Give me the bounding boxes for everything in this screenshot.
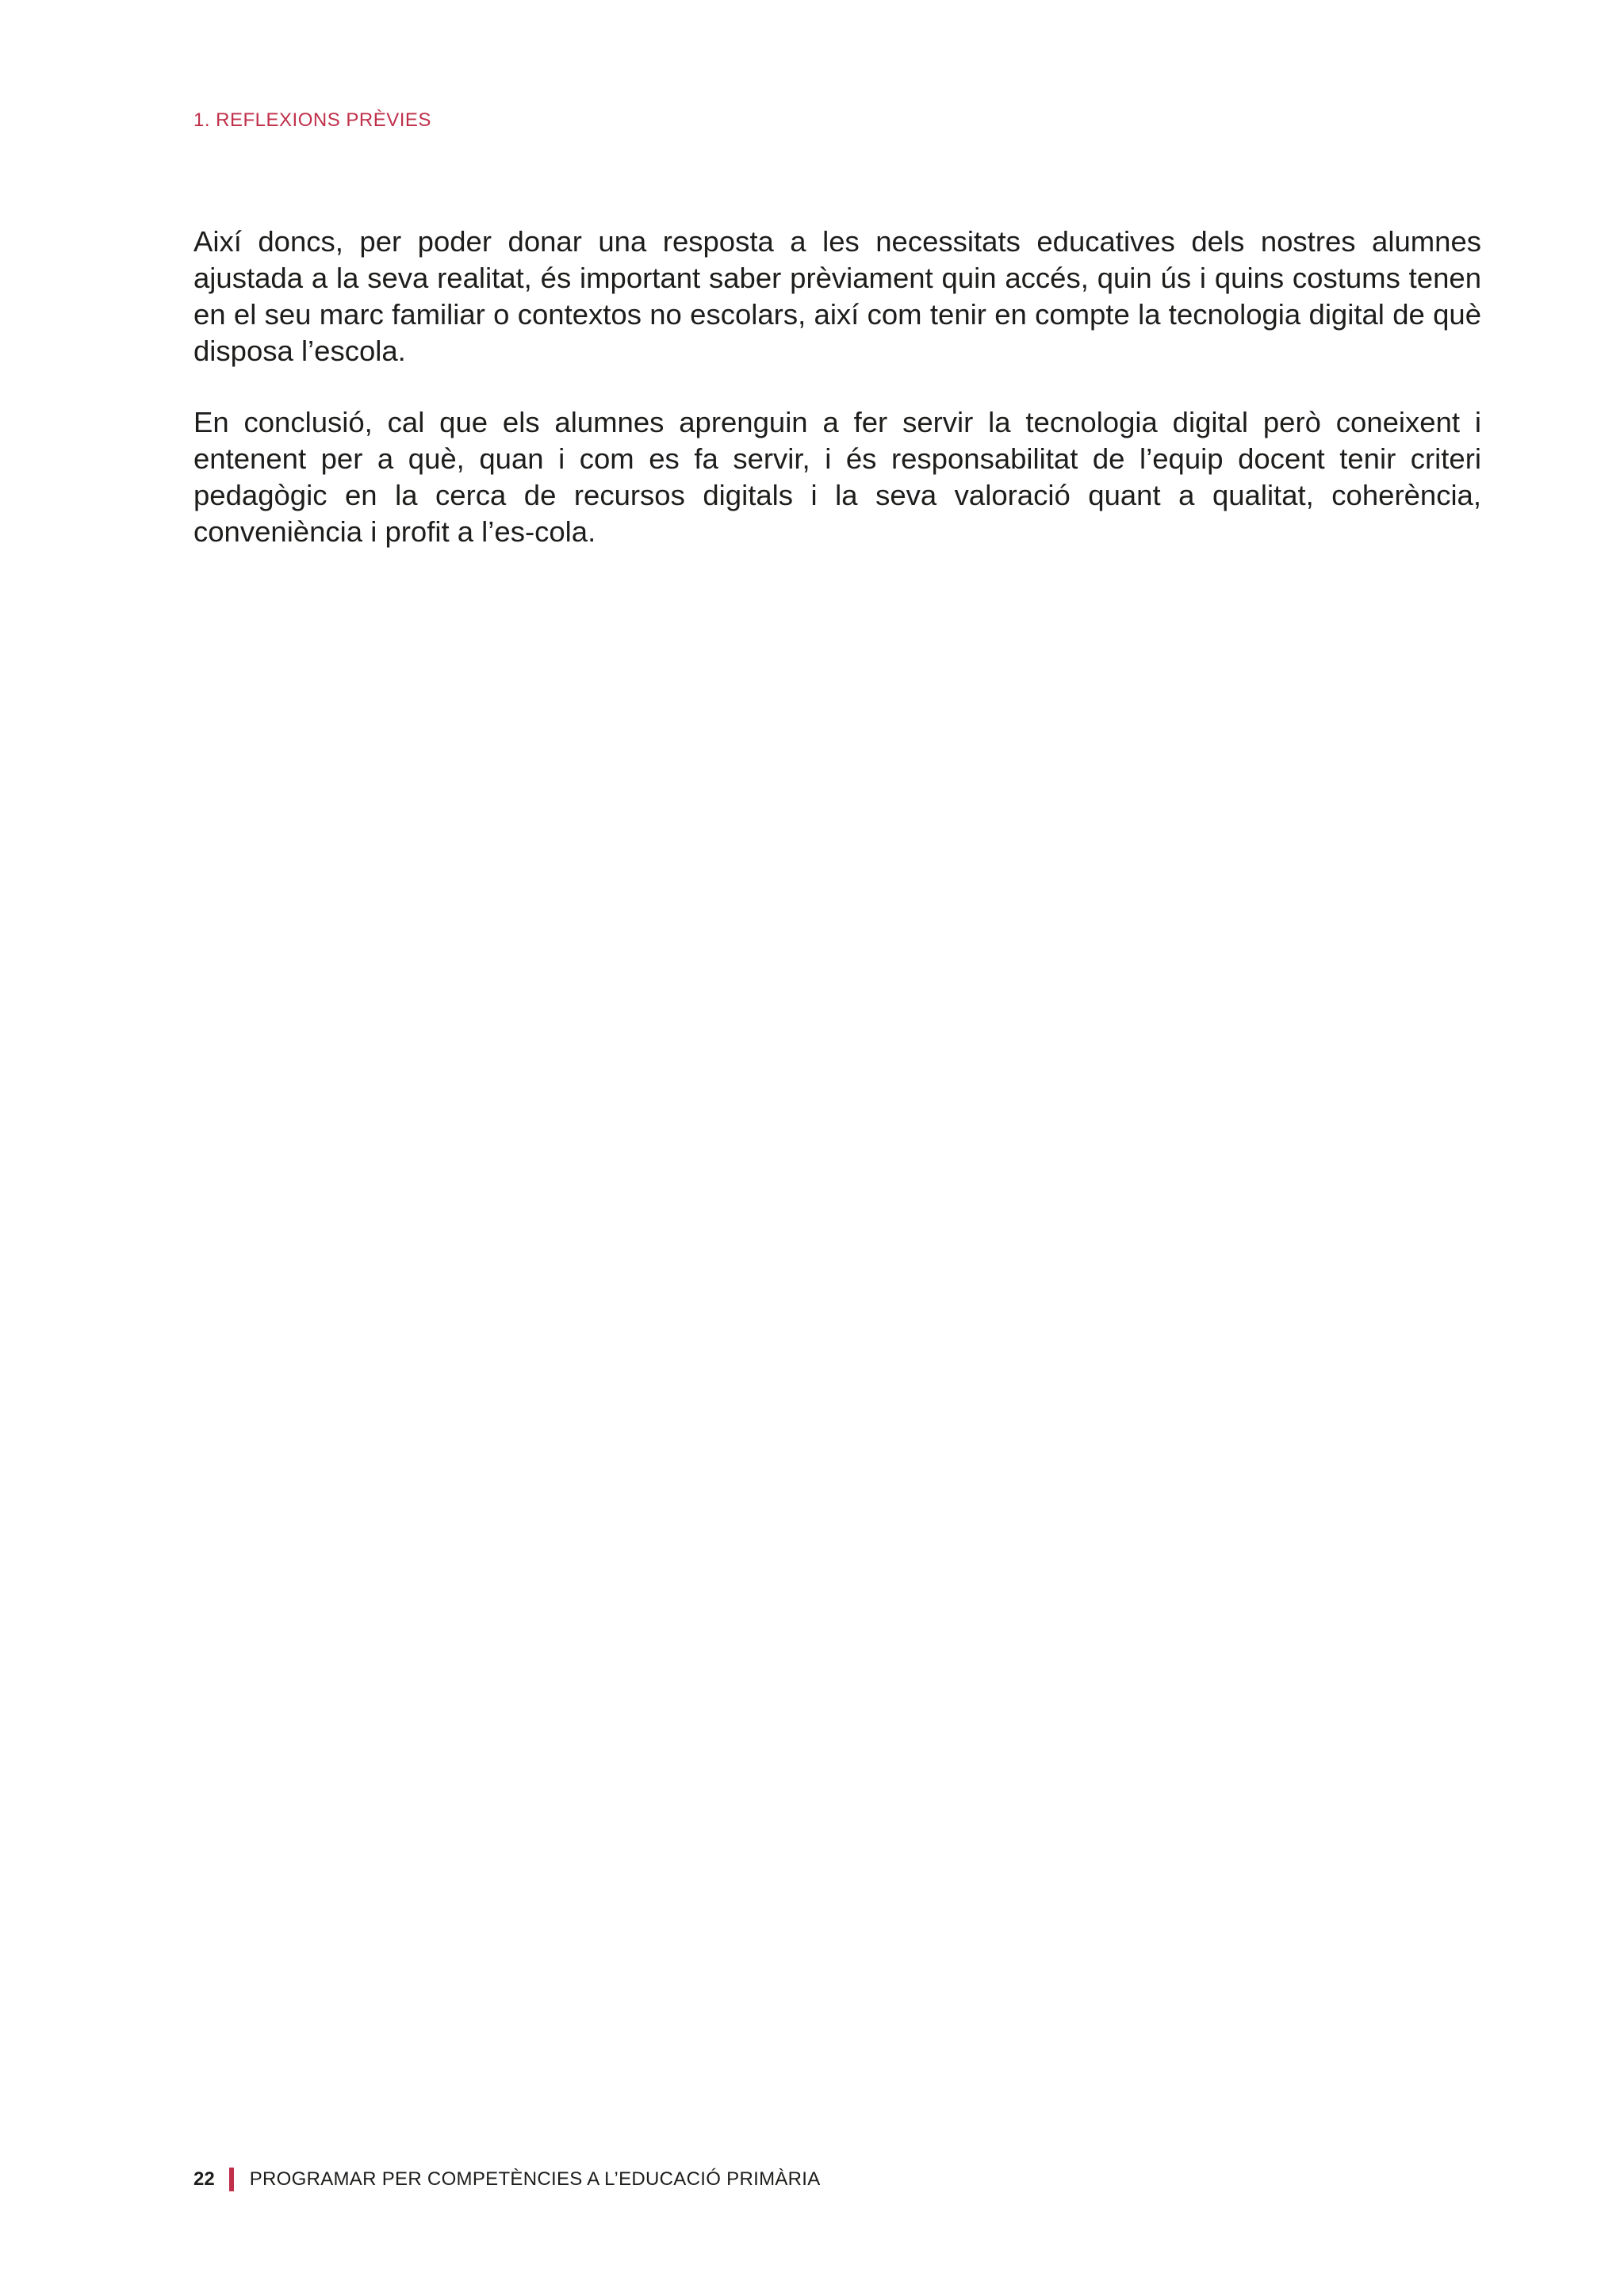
paragraph-2: En conclusió, cal que els alumnes aprenguin a fer servir la tecnologia digital però coneixent i entenent per a què, quan i com es fa servir, i és responsabilitat de l’equip docent tenir criteri pedagògic en la cerca de recursos digitals i la seva valoració quant a qualitat, coherència, conveniència i profit a l’es-cola.	[193, 406, 1481, 548]
body-text	[193, 224, 1481, 585]
footer-divider	[229, 2168, 234, 2191]
running-header: 1. REFLEXIONS PRÈVIES	[193, 109, 431, 131]
book-title: PROGRAMAR PER COMPETÈNCIES A L’EDUCACIÓ PRIMÀRIA	[249, 2168, 821, 2190]
page-footer	[193, 2167, 821, 2192]
page-number: 22	[193, 2168, 215, 2190]
paragraph-1: Així doncs, per poder donar una resposta a les necessitats educatives dels nostres alumnes ajustada a la seva realitat, és important saber prèviament quin accés, quin ús i quins costums tenen en el seu marc familiar o contextos no escolars, així com tenir en compte la tecnologia digital de què disposa l’escola.	[193, 225, 1481, 367]
